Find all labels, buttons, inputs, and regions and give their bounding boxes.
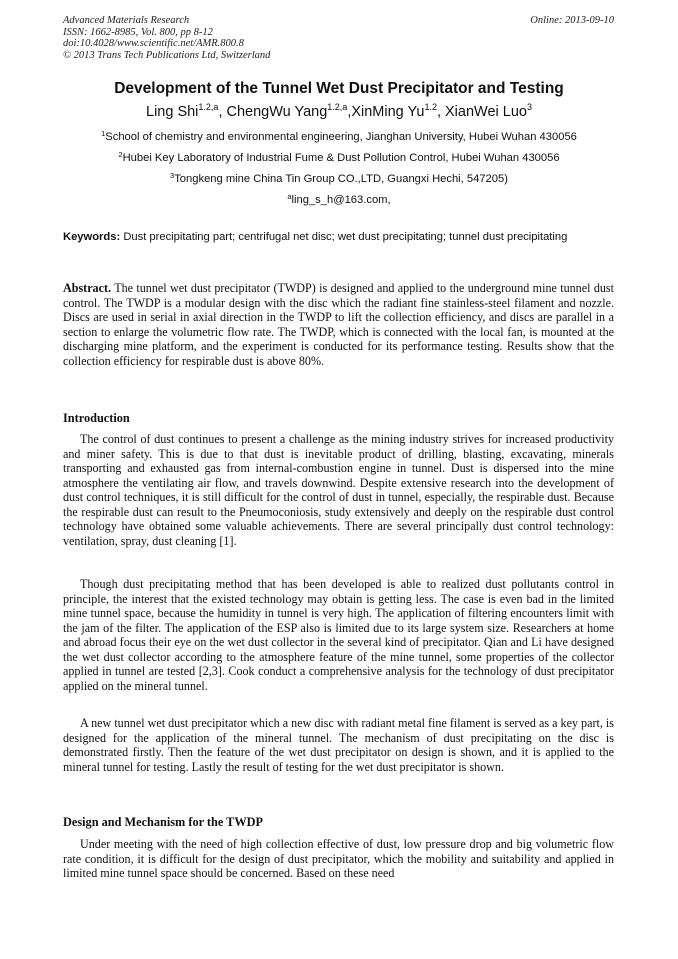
affil-mark: 1: [101, 129, 106, 138]
author-name: ChengWu Yang: [226, 104, 328, 120]
copyright-line: © 2013 Trans Tech Publications Ltd, Switzerland: [63, 49, 271, 61]
affil-text: Hubei Key Laboratory of Industrial Fume & Dust Pollution Control, Hubei Wuhan 430056: [122, 152, 560, 164]
affiliation-3: [30, 173, 648, 185]
keywords-text: Dust precipitating part; centrifugal net disc; wet dust precipitating; tunnel dust precipitating: [123, 231, 568, 243]
journal-name: Advanced Materials Research: [63, 15, 190, 26]
affiliation-2: [30, 152, 648, 164]
author-affil-mark: 3: [526, 102, 532, 112]
paragraph: Under meeting with the need of high collection effective of dust, low pressure drop and big volumetric flow rate condition, it is difficult for the design of dust precipitator, which the mobility and suitability and applied in limited mine tunnel space should be concerned. Based on these need: [63, 837, 614, 881]
keywords-label: Keywords:: [63, 231, 121, 243]
section-heading-introduction: Introduction: [63, 411, 130, 425]
paper-title: Development of the Tunnel Wet Dust Precipitator and Testing: [114, 80, 564, 97]
author-name: Ling Shi: [146, 104, 199, 120]
author-name: XinMing Yu: [351, 104, 425, 120]
keywords-block: [63, 230, 614, 244]
affil-mark: 2: [118, 150, 123, 159]
author-affil-mark: 1.2,a: [327, 102, 348, 112]
author-name: XianWei Luo: [445, 104, 527, 120]
abstract-text: The tunnel wet dust precipitator (TWDP) is designed and applied to the underground mine tunnel dust control. The TWDP is a modular design with the disc which the radiant fine stainless-steel filament and nozzle. Discs are used in serial in axial direction in the TWDP to lift the collection efficiency, and discs are parallel in a section to enlarge the volumetric flow rate. The TWDP, which is connected with the local fan, is mounted at the discharging mine platform, and the experiment is conducted for its performance testing. Results show that the collection efficiency for respirable dust is above 80%.: [63, 281, 614, 368]
affil-text: Tongkeng mine China Tin Group CO.,LTD, Guangxi Hechi, 547205): [174, 173, 508, 185]
paragraph: A new tunnel wet dust precipitator which a new disc with radiant metal fine filament is served as a key part, is designed for the application of the mineral tunnel. The mechanism of dust precipitating on the disc is demonstrated firstly. Then the feature of the wet dust precipitator on design is shown, and it is applied to the mineral tunnel for testing. Lastly the result of testing for the wet dust precipitator is shown.: [63, 716, 614, 774]
author-separator: ,: [347, 104, 352, 120]
author-separator: ,: [436, 104, 446, 120]
issn-line: ISSN: 1662-8985, Vol. 800, pp 8-12: [63, 26, 213, 38]
affil-text: School of chemistry and environmental engineering, Jianghan University, Hubei Wuhan 430056: [105, 131, 577, 143]
author-affil-mark: 1.2,a: [198, 102, 219, 112]
affil-mark: a: [287, 192, 292, 201]
running-header: [63, 15, 270, 61]
email-text: ling_s_h@163.com,: [291, 194, 391, 206]
paragraph: Though dust precipitating method that has been developed is able to realized dust pollutants control in principle, the interest that the existed technology may obtain is getting less. The case is even bad in the limited mine tunnel space, because the humidity in tunnel is very high. The application of filtering encounters limit with the jam of the filter. The application of the ESP also is limited due to its large system size. Researchers at home and abroad focus their eye on the wet dust collector in the several kind of precipitator. Qian and Li have designed the wet dust collector according to the atmosphere feature of the mine tunnel, some properties of the collector applied in tunnel are tested [2,3]. Cook conduct a comprehensive analysis for the technology of dust precipitator applied on the mineral tunnel.: [63, 577, 614, 693]
abstract-block: [63, 281, 614, 368]
affiliation-1: [30, 131, 648, 143]
paragraph: The control of dust continues to present a challenge as the mining industry strives for increased productivity and miner safety. This is due to that dust is inevitable product of drilling, blasting, excavating, minerals transporting and exhausted gas from internal-combustion engine in tunnel. Dust is dispersed into the mine atmosphere the ventilating air flow, and travels downwind. Despite extensive research into the development of dust control techniques, it is still difficult for the control of dust in tunnel, especially, the respirable dust. Because the respirable dust can result to the Pneumoconiosis, study extensively and deeply on the respirable dust control technology have obtained some valuable achievements. There are several principally dust control technology: ventilation, spray, dust cleaning [1].: [63, 432, 614, 548]
author-email: [30, 194, 648, 206]
author-separator: ,: [218, 104, 227, 120]
section-heading-design: Design and Mechanism for the TWDP: [63, 815, 264, 829]
author-affil-mark: 1.2: [424, 102, 437, 112]
doi-line: doi:10.4028/www.scientific.net/AMR.800.8: [63, 38, 244, 50]
affil-mark: 3: [170, 171, 175, 180]
online-date: Online: 2013-09-10: [530, 15, 614, 26]
author-list: [40, 104, 638, 120]
abstract-label: Abstract.: [63, 281, 112, 295]
